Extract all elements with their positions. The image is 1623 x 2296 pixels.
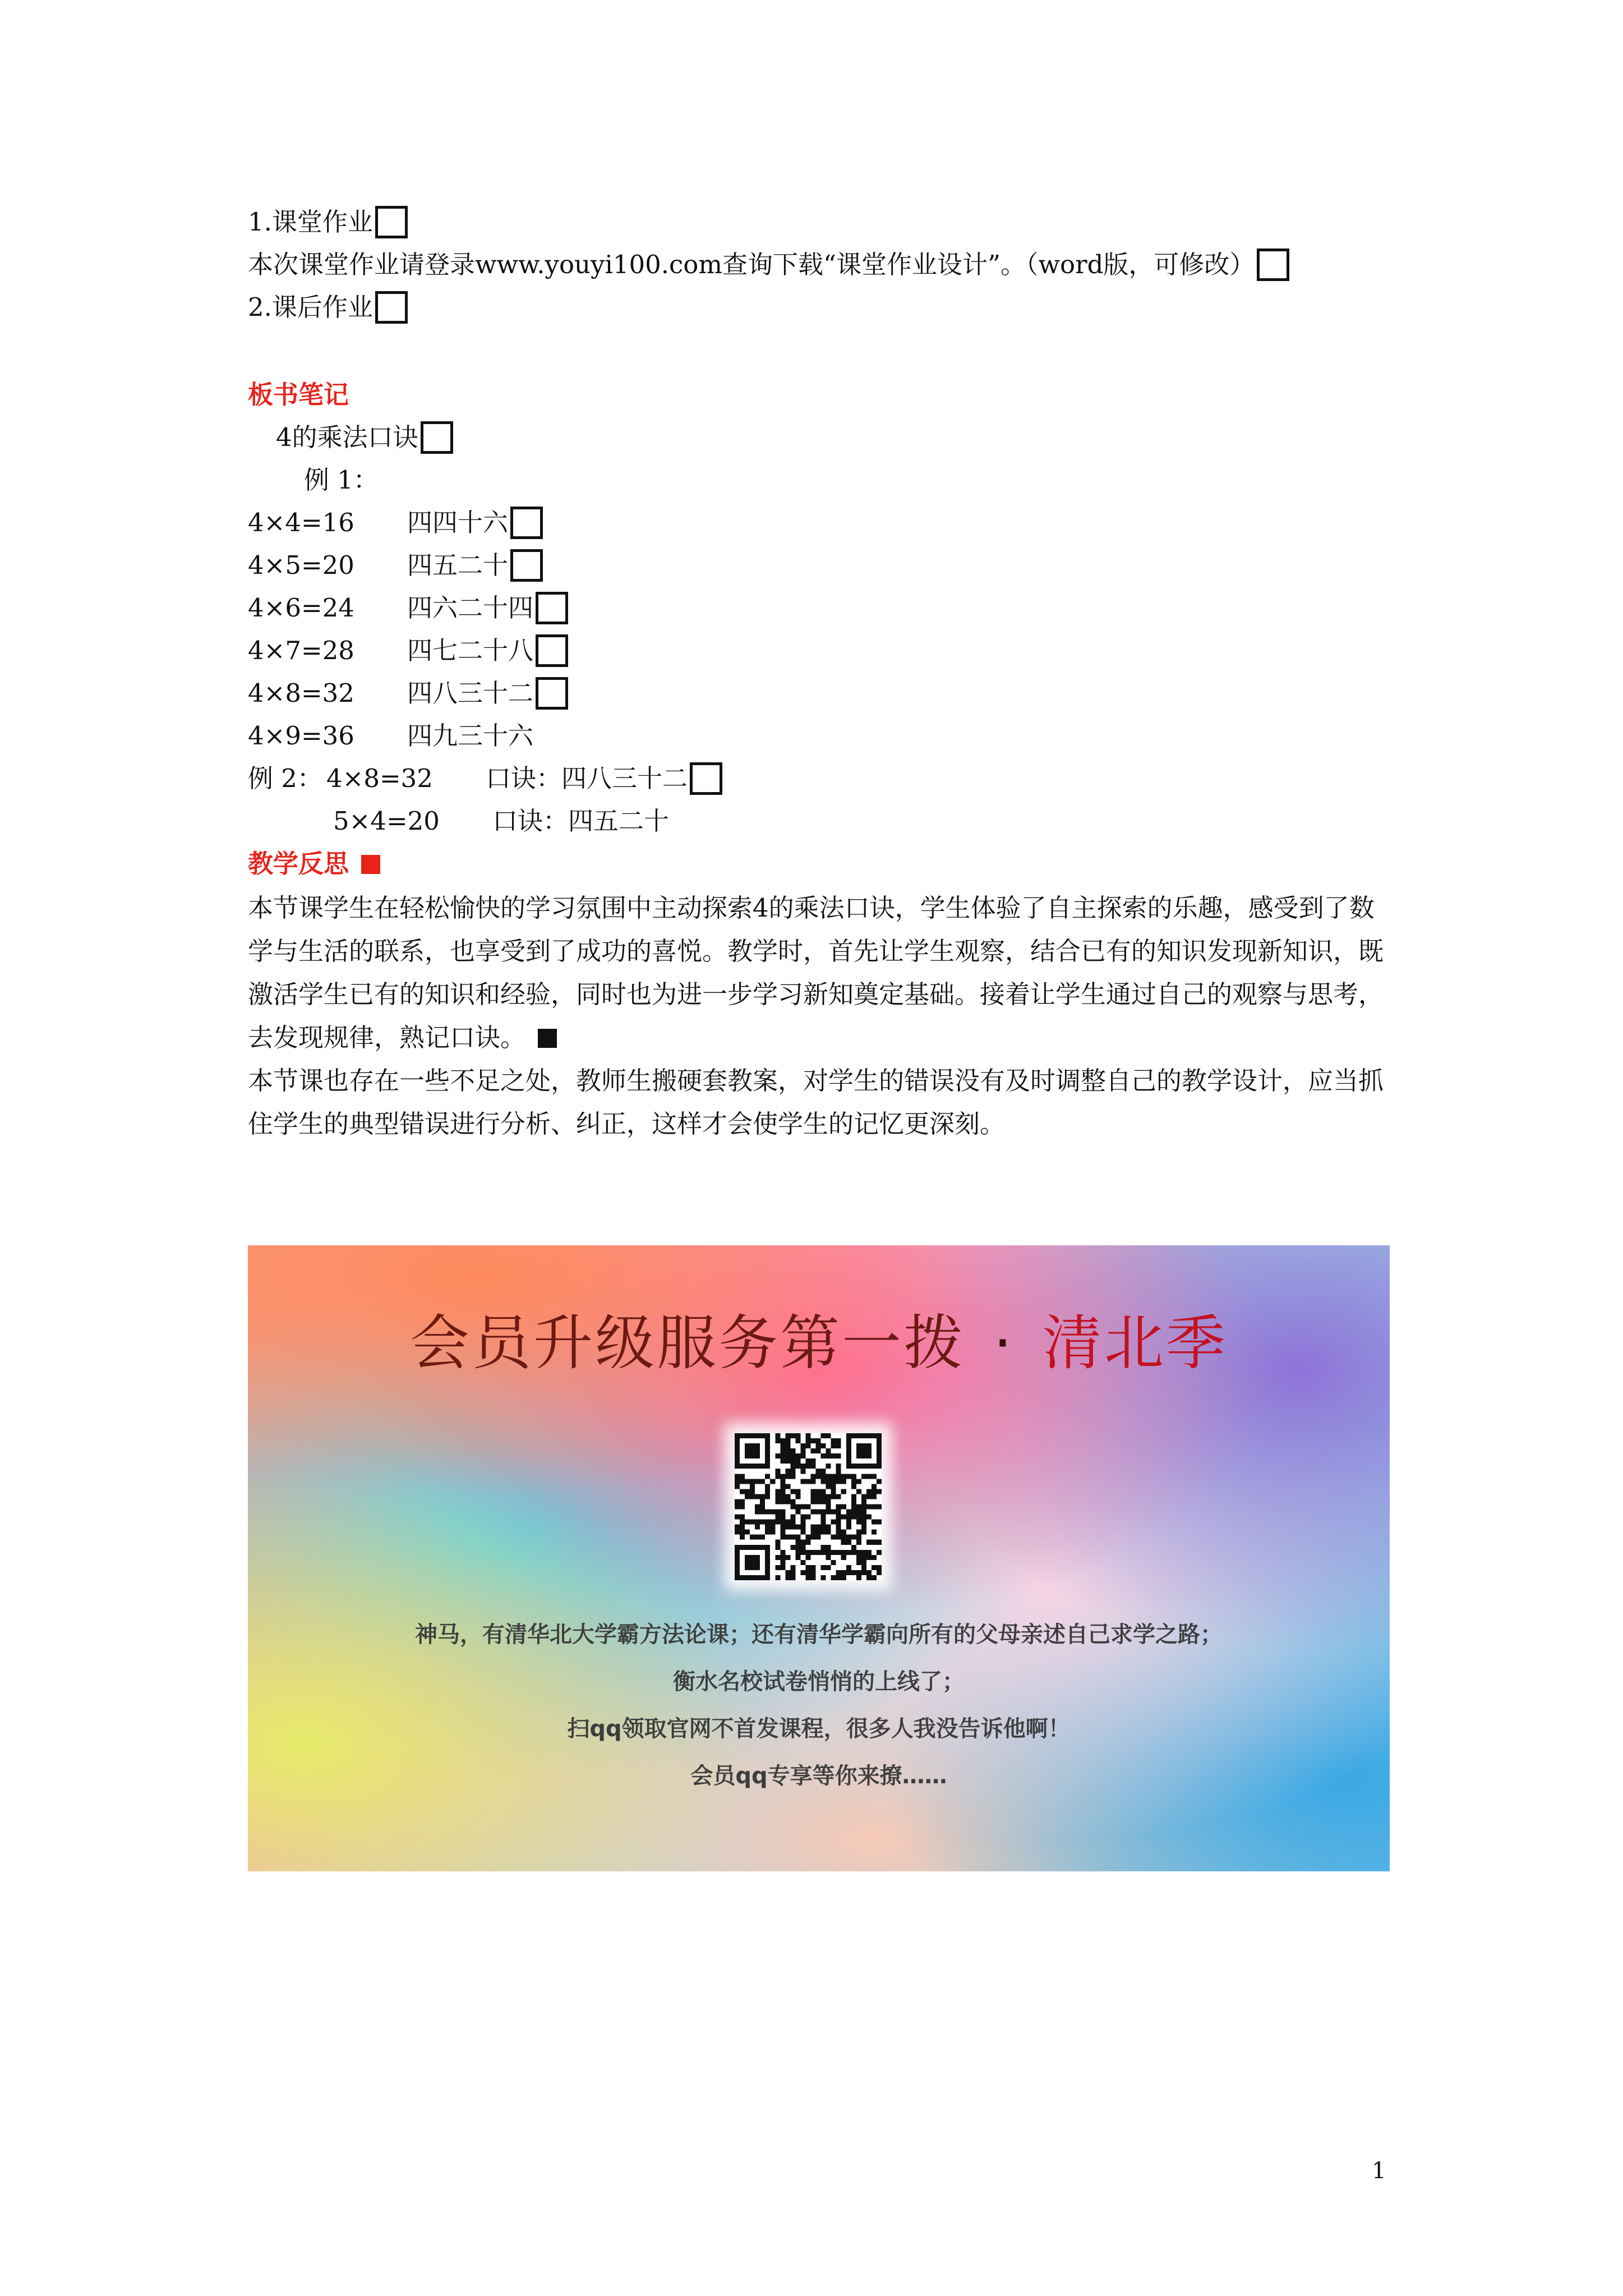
board-row [248,544,509,587]
checkbox-icon [375,206,408,238]
homework-class-note: 本次课堂作业请登录www.youyi100.com查询下载“课堂作业设计”。（word版，可修改） [248,250,1255,279]
homework-class-line [248,201,408,243]
board-row [248,501,509,544]
example2-rhyme: 口诀：四五二十 [492,806,670,836]
banner-title-dot: · [993,1309,1015,1378]
board-row [248,587,534,629]
reflection-text-1: 本节课学生在轻松愉快的学习氛围中主动探索4的乘法口诀，学生体验了自主探索的乐趣，感受到了数学与生活的联系，也享受到了成功的喜悦。教学时，首先让学生观察，结合已有的知识发现新知识，既激活学生已有的知识和经验，同时也为进一步学习新知奠定基础。接着让学生通过自己的观察与思考，去发现规律，熟记口诀。 [248,893,1384,1052]
banner-title [248,1307,1390,1380]
example2-label: 例 2： [248,763,322,793]
reflection-paragraph-2 [248,1059,1392,1145]
row-equation: 4×4=16 [248,508,354,537]
banner-line-3: 扫qq领取官网不首发课程，很多人我没告诉他啊！ [567,1716,1071,1742]
board-row [248,715,534,757]
checkbox-icon [375,291,408,324]
homework-after-line [248,286,408,329]
checkbox-icon [421,421,453,454]
row-equation: 4×5=20 [248,550,354,580]
board-row [248,672,534,715]
row-equation: 4×8=32 [248,678,354,708]
row-rhyme: 四四十六 [407,508,509,537]
banner-line-1: 神马，有清华北大学霸方法论课；还有清华学霸向所有的父母亲述自己求学之路； [415,1622,1223,1648]
board-row [248,629,534,672]
example2-line [248,800,1033,843]
checkbox-icon [536,634,568,667]
row-equation: 4×9=36 [248,721,354,751]
banner-title-left: 会员升级服务第一拨 [410,1309,966,1378]
row-equation: 4×7=28 [248,636,354,665]
homework-class-note-line [248,243,1289,286]
example2-line [248,757,1033,800]
checkbox-icon [536,592,568,624]
board-heading: 板书笔记 [248,380,349,409]
banner-title-right: 清北季 [1042,1309,1228,1378]
page-number: 1 [1372,2158,1386,2184]
checkbox-icon [690,762,722,795]
banner-line-4: 会员qq专享等你来撩…… [690,1763,947,1789]
board-title-line [276,416,453,459]
board-title: 4的乘法口诀 [276,422,418,452]
reflection-paragraph-1 [248,886,1392,1059]
row-rhyme: 四九三十六 [407,721,534,751]
qr-code-icon[interactable] [735,1433,882,1580]
example2-equation: 4×8=32 [326,763,433,793]
square-icon [361,855,380,874]
reflection-text-2: 本节课也存在一些不足之处，教师生搬硬套教案，对学生的错误没有及时调整自己的教学设计，应当抓住学生的典型错误进行分析、纠正，这样才会使学生的记忆更深刻。 [248,1066,1384,1139]
homework-class-label: 1.课堂作业 [248,207,373,237]
reflection-heading-line [248,843,380,885]
checkbox-icon [510,507,543,539]
checkbox-icon [1257,249,1289,281]
reflection-heading: 教学反思 [248,849,349,878]
row-rhyme: 四六二十四 [407,593,534,623]
row-rhyme: 四八三十二 [407,678,534,708]
checkbox-icon [510,549,543,582]
promo-banner[interactable] [248,1245,1390,1871]
row-rhyme: 四七二十八 [407,636,534,665]
homework-after-label: 2.课后作业 [248,292,373,322]
banner-line-2: 衡水名校试卷悄悄的上线了； [673,1669,965,1695]
row-rhyme: 四五二十 [407,550,509,580]
example2-rhyme: 口诀：四八三十二 [486,763,688,793]
square-icon [538,1029,557,1048]
checkbox-icon [536,677,568,710]
row-equation: 4×6=24 [248,593,354,623]
example1-label: 例 1： [304,465,379,495]
example2-equation: 5×4=20 [333,806,440,836]
